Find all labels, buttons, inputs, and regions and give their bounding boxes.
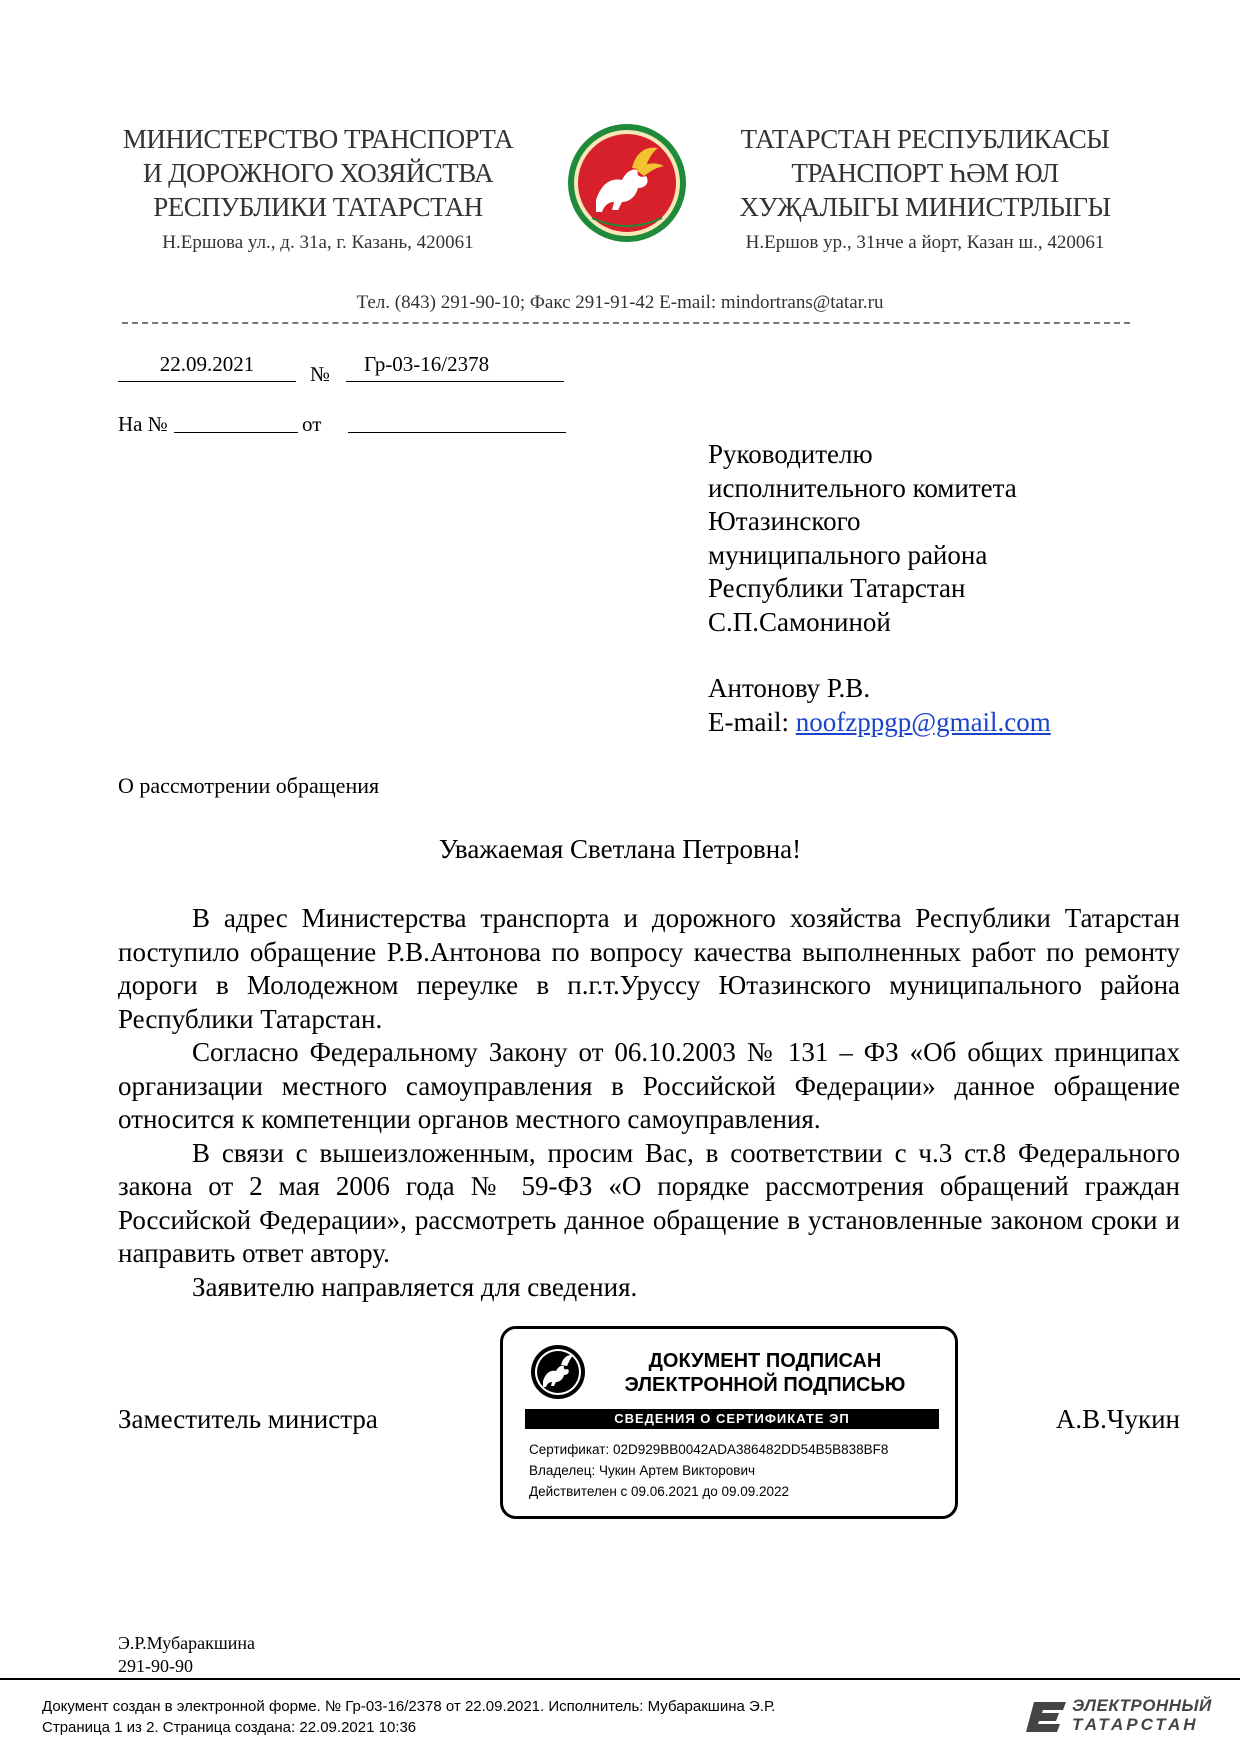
logo-text-line: ТАТАРСТАН xyxy=(1072,1715,1199,1734)
certificate-info-header: СВЕДЕНИЯ О СЕРТИФИКАТЕ ЭП xyxy=(525,1409,939,1429)
number-sign: № xyxy=(310,362,331,386)
letter-subject: О рассмотрении обращения xyxy=(118,773,380,798)
logo-text-line: ЭЛЕКТРОННЫЙ xyxy=(1072,1696,1212,1715)
email-link[interactable]: noofzppgp@gmail.com xyxy=(795,706,1051,737)
copy-recipient: Антонову Р.В. xyxy=(708,673,871,703)
ministry-name-line: РЕСПУБЛИКИ ТАТАРСТАН xyxy=(153,192,483,222)
outgoing-number: Гр-03-16/2378 xyxy=(346,352,564,382)
executor-phone: 291-90-90 xyxy=(118,1656,193,1676)
addressee-block xyxy=(708,438,1051,739)
ministry-address-tt: Н.Ершов ур., 31нче а йорт, Казан ш., 420061 xyxy=(745,232,1105,253)
reference-number-line xyxy=(174,432,298,433)
executor-info xyxy=(118,1632,255,1678)
footer-page-info: Страница 1 из 2. Страница создана: 22.09.2021 10:36 xyxy=(42,1719,417,1736)
stamp-emblem-icon xyxy=(529,1343,587,1401)
certificate-info xyxy=(529,1439,888,1502)
electronic-signature-stamp xyxy=(500,1326,958,1519)
ministry-name-line: ХУҖАЛЫГЫ МИНИСТРЛЫГЫ xyxy=(739,192,1111,222)
ministry-name-tt xyxy=(715,122,1135,254)
reference-date-line xyxy=(348,432,566,433)
ministry-name-line: ТАТАРСТАН РЕСПУБЛИКАСЫ xyxy=(740,124,1110,154)
addressee-line: муниципального района xyxy=(708,539,988,570)
ministry-address-ru: Н.Ершова ул., д. 31а, г. Казань, 420061 xyxy=(162,232,474,253)
tatarstan-emblem-icon xyxy=(566,122,688,244)
addressee-line: Ютазинского xyxy=(708,506,861,536)
letterhead-divider xyxy=(122,322,1130,324)
salutation: Уважаемая Светлана Петровна! xyxy=(438,834,802,864)
footer-divider xyxy=(0,1678,1240,1680)
email-row xyxy=(708,706,1051,740)
reference-from-label: от xyxy=(302,412,322,436)
addressee-line: С.П.Самониной xyxy=(708,606,891,637)
stamp-title-line: ЭЛЕКТРОННОЙ ПОДПИСЬЮ xyxy=(624,1374,906,1396)
electronic-tatarstan-logo xyxy=(1026,1696,1212,1736)
email-label: E-mail: xyxy=(708,706,796,737)
ministry-contacts: Тел. (843) 291-90-10; Факс 291-91-42 E-mail: mindortrans@tatar.ru xyxy=(356,292,884,313)
ministry-name-line: И ДОРОЖНОГО ХОЗЯЙСТВА xyxy=(142,158,494,188)
certificate-serial: Сертификат: 02D929BB0042ADA386482DD54B5B838BF8 xyxy=(529,1442,889,1457)
ministry-name-ru xyxy=(118,122,518,254)
letter-body xyxy=(118,902,1180,1304)
certificate-owner: Владелец: Чукин Артем Викторович xyxy=(529,1463,756,1478)
addressee-line: Республики Татарстан xyxy=(708,573,966,603)
certificate-validity: Действителен с 09.06.2021 до 09.09.2022 xyxy=(529,1484,790,1499)
footer-document-info: Документ создан в электронной форме. № Гр-03-16/2378 от 22.09.2021. Исполнитель: Мубаракшина Э.Р. xyxy=(42,1698,776,1715)
stamp-title-line: ДОКУМЕНТ ПОДПИСАН xyxy=(648,1350,882,1372)
body-paragraph: В связи с вышеизложенным, просим Вас, в соответствии с ч.3 ст.8 Федерального закона от 2 мая 2006 года № 59-ФЗ «О порядке рассмотрения обращений граждан Российской Федерации», рассмотреть данное обращение в установленные законом сроки и направить ответ автору. xyxy=(118,1137,1180,1268)
body-paragraph: В адрес Министерства транспорта и дорожного хозяйства Республики Татарстан поступило обращение Р.В.Антонова по вопросу качества выполненных работ по ремонту дороги в Молодежном переулке в п.г.т.Уруссу Ютазинского муниципального района Республики Татарстан. xyxy=(118,903,1180,1034)
signatory-position: Заместитель министра xyxy=(118,1404,378,1434)
body-paragraph: Заявителю направляется для сведения. xyxy=(192,1271,638,1302)
stamp-title xyxy=(615,1349,915,1397)
addressee-line: Руководителю xyxy=(708,439,873,469)
signatory-name: А.В.Чукин xyxy=(1055,1404,1180,1434)
ministry-name-line: МИНИСТЕРСТВО ТРАНСПОРТА xyxy=(122,124,514,154)
body-paragraph: Согласно Федеральному Закону от 06.10.2003 № 131 – ФЗ «Об общих принципах организации местного самоуправления в Российской Федерации» данное обращение относится к компетенции органов местного самоуправления. xyxy=(118,1037,1180,1134)
addressee-line: исполнительного комитета xyxy=(708,472,1017,503)
outgoing-date: 22.09.2021 xyxy=(118,352,296,382)
electronic-tatarstan-logo-icon xyxy=(1026,1700,1068,1734)
ministry-name-line: ТРАНСПОРТ ҺӘМ ЮЛ xyxy=(791,158,1059,188)
executor-name: Э.Р.Мубаракшина xyxy=(118,1633,255,1653)
reference-label: На № xyxy=(118,412,168,436)
footer-info xyxy=(42,1696,775,1738)
